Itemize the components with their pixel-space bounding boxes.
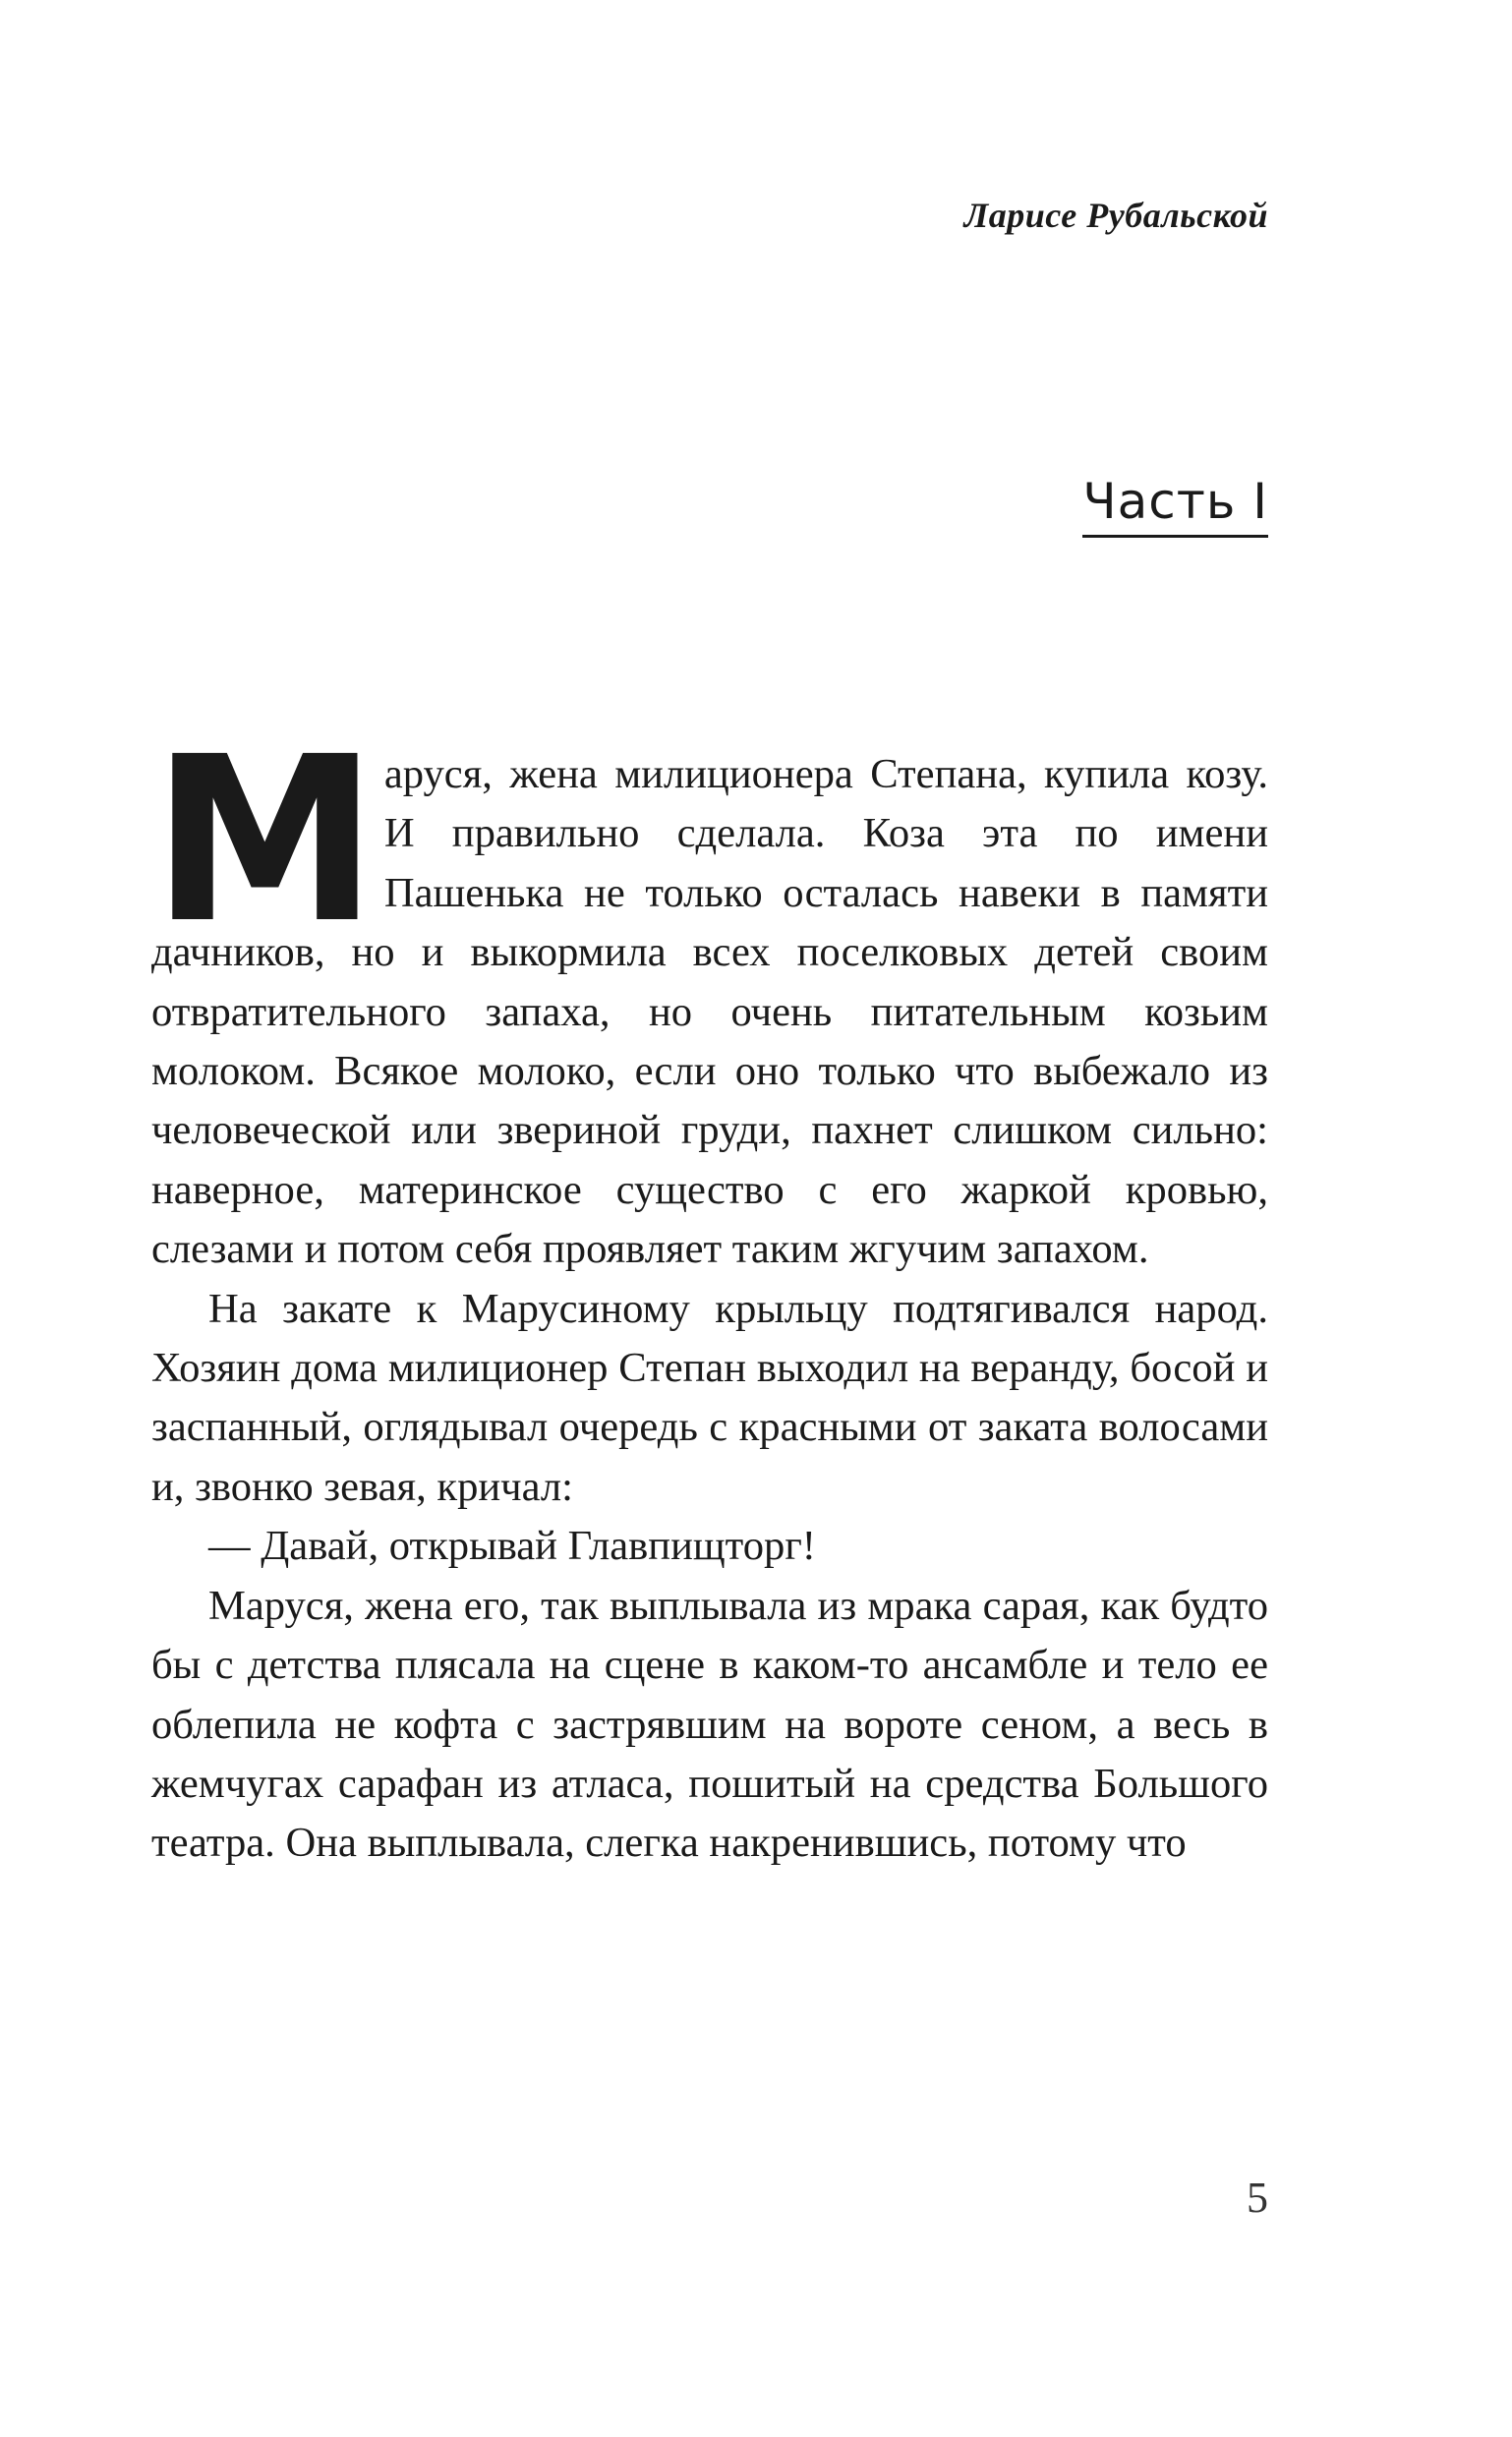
paragraph-2: На закате к Марусиному крыльцу подтягивался народ. Хозяин дома милиционер Степан выходил на веранду, босой и заспанный, оглядывал очередь с красными от заката волосами и, звонко зевая, кричал: bbox=[151, 1285, 1268, 1510]
paragraph-4: Маруся, жена его, так выплывала из мрака сарая, как будто бы с детства плясала на сцене в каком-то ансамбле и тело ее облепила не кофта с застрявшим на вороте сеном, а весь в жемчугах сарафан из атласа, пошитый на средства Большого театра. Она выплывала, слегка накренившись, потому что bbox=[151, 1582, 1268, 1867]
page-number: 5 bbox=[1247, 2174, 1268, 2222]
drop-cap: М bbox=[151, 708, 373, 973]
dedication: Ларисе Рубальской bbox=[963, 196, 1268, 235]
paragraph-3: — Давай, открывай Главпищторг! bbox=[208, 1523, 816, 1570]
part-title: Часть I bbox=[1082, 472, 1268, 538]
body-text bbox=[151, 708, 1268, 1874]
paragraph-1-text: аруся, жена милиционера Степана, купила козу. И правильно сделала. Коза эта по имени Пашенька не только осталась навеки в памяти дачников, но и выкормила всех поселковых детей своим отвратительного запаха, но очень питательным козьим молоком. Всякое молоко, если оно только что выбежало из человеческой или звериной груди, пахнет слишком сильно: наверное, материнское существо с его жаркой кровью, слезами и потом себя проявляет таким жгучим запахом. bbox=[151, 751, 1268, 1273]
paragraph-1 bbox=[151, 708, 1268, 1280]
